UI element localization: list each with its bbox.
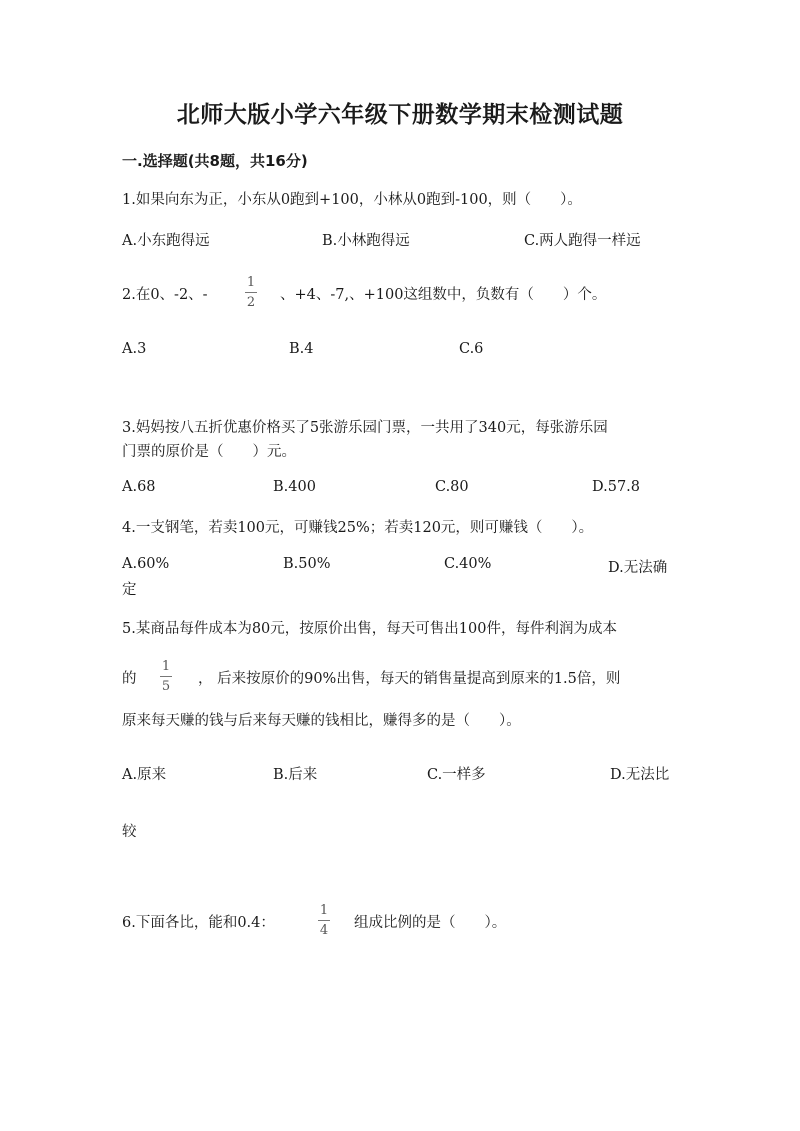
section-heading: 一.选择题(共8题，共16分) bbox=[122, 152, 308, 170]
question-5-option-a: A.原来 bbox=[122, 767, 167, 783]
question-3-line-1: 3.妈妈按八五折优惠价格买了5张游乐园门票，一共用了340元，每张游乐园 bbox=[122, 420, 608, 436]
question-1-option-c: C.两人跑得一样远 bbox=[524, 233, 641, 249]
fraction-bar bbox=[245, 292, 257, 293]
question-3-option-d: D.57.8 bbox=[592, 479, 641, 495]
question-4-text: 4.一支钢笔，若卖100元，可赚钱25%；若卖120元，则可赚钱（ ）。 bbox=[122, 520, 594, 536]
question-5-line-2-before: 的 bbox=[122, 671, 137, 687]
question-6-text-before: 6.下面各比，能和0.4： bbox=[122, 915, 275, 931]
question-4-option-c: C.40% bbox=[444, 556, 492, 572]
question-4-option-d: D.无法确 bbox=[608, 560, 668, 576]
question-4-option-wrap: 定 bbox=[122, 582, 137, 598]
question-5-option-wrap: 较 bbox=[122, 824, 137, 840]
question-4-option-a: A.60% bbox=[122, 556, 170, 572]
question-5-line-2-after: ， 后来按原价的90%出售，每天的销售量提高到原来的1.5倍，则 bbox=[198, 671, 621, 687]
fraction-denominator: 5 bbox=[161, 679, 171, 694]
question-3-option-a: A.68 bbox=[122, 479, 156, 495]
question-5-line-3: 原来每天赚的钱与后来每天赚的钱相比，赚得多的是（ ）。 bbox=[122, 713, 521, 729]
question-2-fraction bbox=[245, 276, 257, 309]
page-title: 北师大版小学六年级下册数学期末检测试题 bbox=[176, 102, 624, 128]
fraction-numerator: 1 bbox=[246, 275, 256, 290]
fraction-bar bbox=[318, 920, 330, 921]
question-3-option-b: B.400 bbox=[273, 479, 316, 495]
question-2-option-a: A.3 bbox=[122, 341, 147, 357]
fraction-denominator: 4 bbox=[319, 923, 329, 938]
question-5-fraction bbox=[160, 660, 172, 693]
question-1-text: 1.如果向东为正，小东从0跑到+100，小林从0跑到-100，则（ ）。 bbox=[122, 192, 582, 208]
question-5-line-1: 5.某商品每件成本为80元，按原价出售，每天可售出100件，每件利润为成本 bbox=[122, 621, 617, 637]
question-1-option-b: B.小林跑得远 bbox=[322, 233, 410, 249]
question-6-fraction bbox=[318, 904, 330, 937]
question-2-text-after: 、+4、-7,、+100这组数中，负数有（ ）个。 bbox=[280, 287, 607, 303]
question-6-text-after: 组成比例的是（ ）。 bbox=[354, 915, 507, 931]
fraction-denominator: 2 bbox=[246, 295, 256, 310]
fraction-numerator: 1 bbox=[161, 659, 171, 674]
question-2-option-c: C.6 bbox=[459, 341, 484, 357]
question-5-option-b: B.后来 bbox=[273, 767, 318, 783]
question-3-option-c: C.80 bbox=[435, 479, 469, 495]
question-3-line-2: 门票的原价是（ ）元。 bbox=[122, 444, 296, 460]
fraction-numerator: 1 bbox=[319, 903, 329, 918]
question-2-text-before: 2.在0、-2、- bbox=[122, 287, 208, 303]
question-5-option-c: C.一样多 bbox=[427, 767, 486, 783]
fraction-bar bbox=[160, 676, 172, 677]
question-4-option-b: B.50% bbox=[283, 556, 331, 572]
question-2-option-b: B.4 bbox=[289, 341, 314, 357]
question-1-option-a: A.小东跑得远 bbox=[122, 233, 210, 249]
question-5-option-d: D.无法比 bbox=[610, 767, 670, 783]
